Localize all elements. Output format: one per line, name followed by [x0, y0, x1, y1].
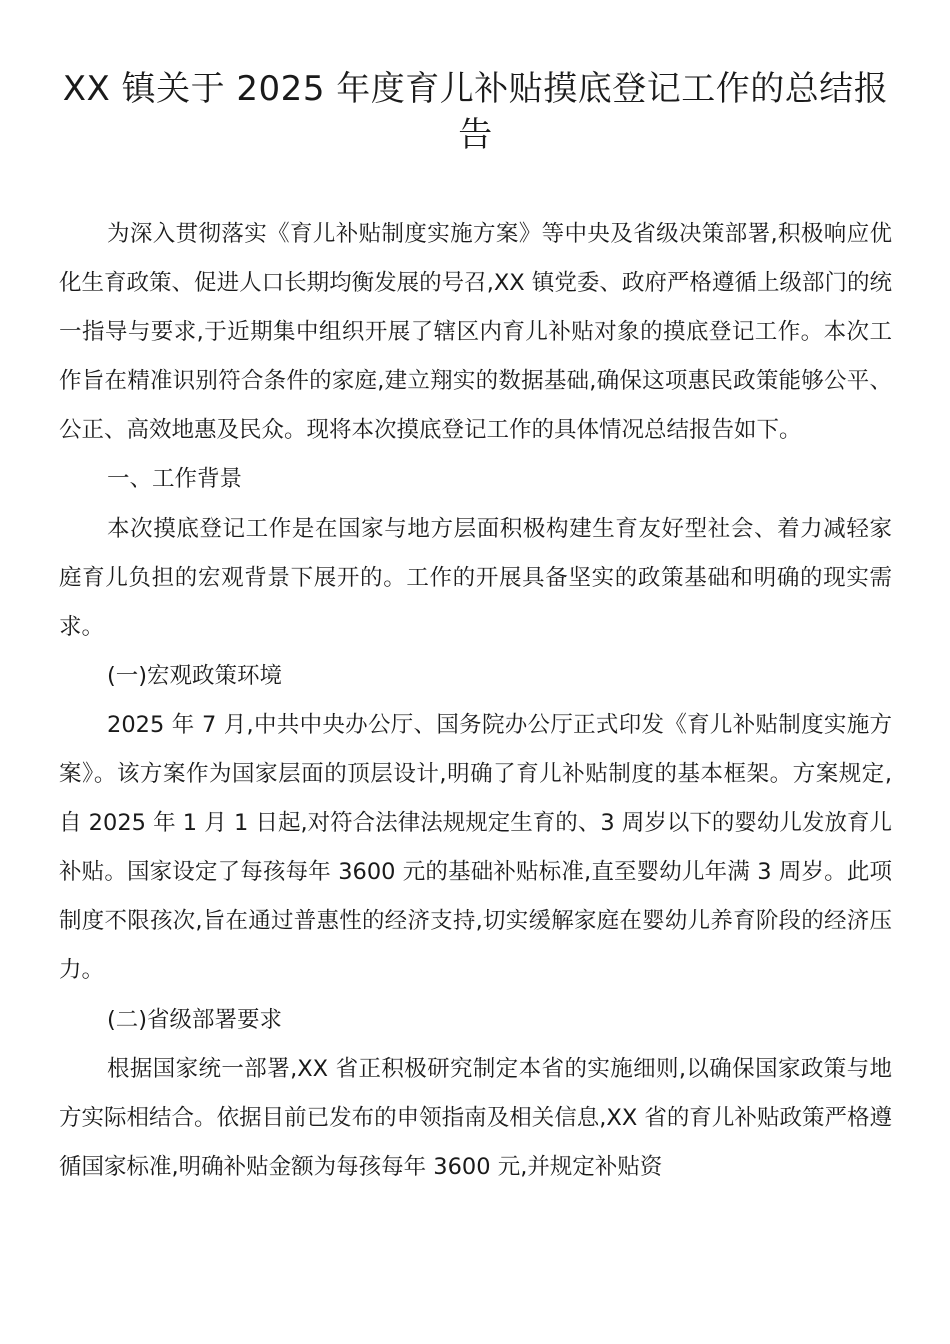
- section-heading-background: 一、工作背景: [107, 466, 243, 493]
- background-paragraph: 本次摸底登记工作是在国家与地方层面积极构建生育友好型社会、着力减轻家庭育儿负担的宏观背景下展开的。工作的开展具备坚实的政策基础和明确的现实需求。: [59, 515, 892, 640]
- subsection-heading-macro-policy: (一)宏观政策环境: [107, 662, 283, 689]
- document-title: XX 镇关于 2025 年度育儿补贴摸底登记工作的总结报告: [62, 69, 889, 155]
- document-body: [59, 210, 892, 1192]
- macro-policy-paragraph: 2025 年 7 月,中共中央办公厅、国务院办公厅正式印发《育儿补贴制度实施方案》。该方案作为国家层面的顶层设计,明确了育儿补贴制度的基本框架。方案规定,自 2025 年 1 月 1 日起,对符合法律法规规定生育的、3 周岁以下的婴幼儿发放育儿补贴。国家设定了每孩每年 3600 元的基础补贴标准,直至婴幼儿年满 3 周岁。此项制度不限孩次,旨在通过普惠性的经济支持,切实缓解家庭在婴幼儿养育阶段的经济压力。: [59, 711, 892, 984]
- provincial-paragraph: 根据国家统一部署,XX 省正积极研究制定本省的实施细则,以确保国家政策与地方实际相结合。依据目前已发布的申领指南及相关信息,XX 省的育儿补贴政策严格遵循国家标准,明确补贴金额为每孩每年 3600 元,并规定补贴资: [59, 1055, 892, 1180]
- intro-paragraph: 为深入贯彻落实《育儿补贴制度实施方案》等中央及省级决策部署,积极响应优化生育政策、促进人口长期均衡发展的号召,XX 镇党委、政府严格遵循上级部门的统一指导与要求,于近期集中组织开展了辖区内育儿补贴对象的摸底登记工作。本次工作旨在精准识别符合条件的家庭,建立翔实的数据基础,确保这项惠民政策能够公平、公正、高效地惠及民众。现将本次摸底登记工作的具体情况总结报告如下。: [59, 221, 892, 444]
- subsection-heading-provincial: (二)省级部署要求: [107, 1006, 283, 1033]
